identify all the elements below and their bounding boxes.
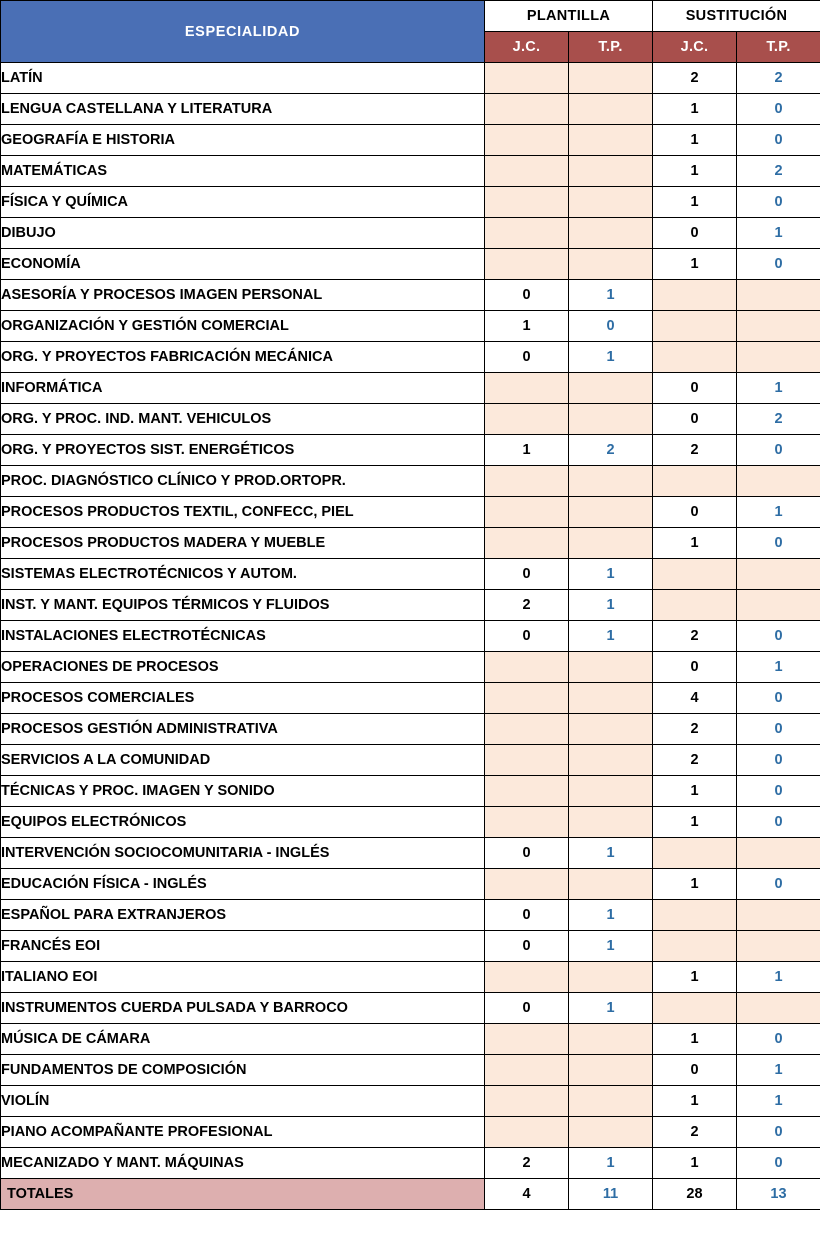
- cell-especialidad: MATEMÁTICAS: [1, 156, 485, 187]
- cell-plantilla-tp: [569, 1086, 653, 1117]
- cell-sustitucion-tp: 0: [737, 1148, 820, 1179]
- cell-plantilla-jc: 0: [485, 621, 569, 652]
- table-row: [1, 187, 820, 218]
- cell-plantilla-jc: [485, 683, 569, 714]
- cell-sustitucion-jc: 2: [653, 1117, 737, 1148]
- cell-sustitucion-jc: 1: [653, 125, 737, 156]
- cell-plantilla-tp: [569, 187, 653, 218]
- cell-sustitucion-tp: 1: [737, 962, 820, 993]
- cell-sustitucion-jc: 0: [653, 404, 737, 435]
- table-row: [1, 466, 820, 497]
- table-row: [1, 931, 820, 962]
- table-row: [1, 1024, 820, 1055]
- cell-especialidad: FUNDAMENTOS DE COMPOSICIÓN: [1, 1055, 485, 1086]
- table-row: [1, 497, 820, 528]
- cell-sustitucion-jc: 1: [653, 869, 737, 900]
- cell-especialidad: ORGANIZACIÓN Y GESTIÓN COMERCIAL: [1, 311, 485, 342]
- table-row: [1, 311, 820, 342]
- cell-especialidad: INSTRUMENTOS CUERDA PULSADA Y BARROCO: [1, 993, 485, 1024]
- cell-plantilla-jc: 2: [485, 1148, 569, 1179]
- cell-plantilla-tp: [569, 125, 653, 156]
- cell-plantilla-tp: [569, 1117, 653, 1148]
- table-row: [1, 590, 820, 621]
- totals-row: [1, 1179, 820, 1210]
- cell-sustitucion-tp: [737, 838, 820, 869]
- cell-especialidad: PROC. DIAGNÓSTICO CLÍNICO Y PROD.ORTOPR.: [1, 466, 485, 497]
- cell-plantilla-tp: 2: [569, 435, 653, 466]
- cell-sustitucion-jc: [653, 993, 737, 1024]
- totals-plantilla-tp: 11: [569, 1179, 653, 1210]
- cell-plantilla-tp: [569, 683, 653, 714]
- cell-sustitucion-tp: 1: [737, 1055, 820, 1086]
- cell-plantilla-jc: [485, 962, 569, 993]
- cell-sustitucion-tp: 0: [737, 187, 820, 218]
- cell-sustitucion-tp: 0: [737, 683, 820, 714]
- cell-plantilla-jc: [485, 652, 569, 683]
- cell-plantilla-tp: [569, 249, 653, 280]
- totals-plantilla-jc: 4: [485, 1179, 569, 1210]
- table-header: [1, 1, 820, 63]
- table-row: [1, 652, 820, 683]
- table-row: [1, 373, 820, 404]
- header-plantilla: PLANTILLA: [485, 1, 653, 32]
- header-sustitucion-tp: T.P.: [737, 32, 820, 63]
- cell-plantilla-tp: [569, 404, 653, 435]
- cell-plantilla-tp: [569, 1024, 653, 1055]
- cell-especialidad: VIOLÍN: [1, 1086, 485, 1117]
- cell-plantilla-tp: 1: [569, 931, 653, 962]
- cell-especialidad: EDUCACIÓN FÍSICA - INGLÉS: [1, 869, 485, 900]
- cell-sustitucion-tp: [737, 900, 820, 931]
- cell-sustitucion-tp: 0: [737, 621, 820, 652]
- table-row: [1, 1086, 820, 1117]
- cell-sustitucion-tp: [737, 311, 820, 342]
- table-row: [1, 342, 820, 373]
- table-row: [1, 435, 820, 466]
- table-row: [1, 962, 820, 993]
- cell-sustitucion-tp: 0: [737, 528, 820, 559]
- cell-especialidad: INFORMÁTICA: [1, 373, 485, 404]
- cell-plantilla-tp: [569, 776, 653, 807]
- cell-sustitucion-tp: 1: [737, 1086, 820, 1117]
- cell-sustitucion-jc: [653, 838, 737, 869]
- cell-plantilla-jc: 0: [485, 342, 569, 373]
- cell-sustitucion-jc: [653, 466, 737, 497]
- cell-plantilla-jc: [485, 1117, 569, 1148]
- cell-especialidad: FRANCÉS EOI: [1, 931, 485, 962]
- table-row: [1, 63, 820, 94]
- cell-sustitucion-tp: 0: [737, 94, 820, 125]
- cell-sustitucion-tp: [737, 993, 820, 1024]
- cell-plantilla-jc: [485, 745, 569, 776]
- cell-plantilla-tp: [569, 807, 653, 838]
- header-especialidad: ESPECIALIDAD: [1, 1, 485, 63]
- table-row: [1, 714, 820, 745]
- cell-especialidad: INTERVENCIÓN SOCIOCOMUNITARIA - INGLÉS: [1, 838, 485, 869]
- cell-plantilla-jc: 2: [485, 590, 569, 621]
- cell-sustitucion-tp: 1: [737, 218, 820, 249]
- table-row: [1, 1055, 820, 1086]
- cell-especialidad: MÚSICA DE CÁMARA: [1, 1024, 485, 1055]
- table-row: [1, 125, 820, 156]
- cell-plantilla-tp: [569, 962, 653, 993]
- cell-sustitucion-tp: 1: [737, 373, 820, 404]
- cell-plantilla-tp: [569, 63, 653, 94]
- table-row: [1, 280, 820, 311]
- table-row: [1, 559, 820, 590]
- cell-sustitucion-tp: 0: [737, 125, 820, 156]
- cell-sustitucion-jc: 0: [653, 652, 737, 683]
- cell-plantilla-tp: 1: [569, 1148, 653, 1179]
- cell-plantilla-jc: 0: [485, 900, 569, 931]
- cell-sustitucion-jc: 0: [653, 373, 737, 404]
- cell-especialidad: LATÍN: [1, 63, 485, 94]
- cell-sustitucion-jc: [653, 342, 737, 373]
- cell-plantilla-jc: 0: [485, 559, 569, 590]
- cell-plantilla-tp: 1: [569, 900, 653, 931]
- cell-plantilla-jc: [485, 156, 569, 187]
- table-row: [1, 900, 820, 931]
- cell-sustitucion-tp: 0: [737, 249, 820, 280]
- cell-plantilla-jc: [485, 373, 569, 404]
- cell-especialidad: SERVICIOS A LA COMUNIDAD: [1, 745, 485, 776]
- cell-sustitucion-jc: 1: [653, 94, 737, 125]
- cell-sustitucion-jc: 1: [653, 807, 737, 838]
- cell-especialidad: EQUIPOS ELECTRÓNICOS: [1, 807, 485, 838]
- cell-plantilla-jc: [485, 466, 569, 497]
- table-row: [1, 838, 820, 869]
- cell-especialidad: TÉCNICAS Y PROC. IMAGEN Y SONIDO: [1, 776, 485, 807]
- cell-sustitucion-tp: 0: [737, 869, 820, 900]
- cell-especialidad: PROCESOS COMERCIALES: [1, 683, 485, 714]
- cell-sustitucion-tp: 0: [737, 435, 820, 466]
- cell-sustitucion-jc: [653, 559, 737, 590]
- table-row: [1, 776, 820, 807]
- cell-especialidad: PROCESOS PRODUCTOS TEXTIL, CONFECC, PIEL: [1, 497, 485, 528]
- table-row: [1, 745, 820, 776]
- totals-sustitucion-jc: 28: [653, 1179, 737, 1210]
- cell-plantilla-tp: [569, 218, 653, 249]
- cell-sustitucion-jc: 2: [653, 63, 737, 94]
- cell-plantilla-jc: [485, 1055, 569, 1086]
- cell-sustitucion-tp: 0: [737, 807, 820, 838]
- cell-plantilla-jc: [485, 1086, 569, 1117]
- cell-especialidad: ITALIANO EOI: [1, 962, 485, 993]
- cell-sustitucion-jc: 4: [653, 683, 737, 714]
- header-sustitucion-jc: J.C.: [653, 32, 737, 63]
- cell-sustitucion-jc: 1: [653, 776, 737, 807]
- table-row: [1, 621, 820, 652]
- cell-sustitucion-jc: 1: [653, 1086, 737, 1117]
- cell-sustitucion-jc: [653, 931, 737, 962]
- cell-plantilla-jc: 1: [485, 435, 569, 466]
- table-row: [1, 218, 820, 249]
- cell-sustitucion-tp: 0: [737, 776, 820, 807]
- cell-sustitucion-jc: 1: [653, 187, 737, 218]
- cell-sustitucion-jc: 1: [653, 156, 737, 187]
- cell-plantilla-jc: [485, 249, 569, 280]
- cell-especialidad: OPERACIONES DE PROCESOS: [1, 652, 485, 683]
- cell-especialidad: ORG. Y PROYECTOS SIST. ENERGÉTICOS: [1, 435, 485, 466]
- cell-plantilla-jc: [485, 1024, 569, 1055]
- cell-plantilla-tp: [569, 1055, 653, 1086]
- cell-sustitucion-jc: 1: [653, 1024, 737, 1055]
- cell-plantilla-jc: 0: [485, 993, 569, 1024]
- cell-plantilla-tp: [569, 497, 653, 528]
- cell-especialidad: ORG. Y PROYECTOS FABRICACIÓN MECÁNICA: [1, 342, 485, 373]
- cell-sustitucion-jc: 1: [653, 249, 737, 280]
- cell-sustitucion-tp: 2: [737, 63, 820, 94]
- cell-sustitucion-jc: 1: [653, 528, 737, 559]
- cell-especialidad: SISTEMAS ELECTROTÉCNICOS Y AUTOM.: [1, 559, 485, 590]
- cell-sustitucion-jc: 1: [653, 962, 737, 993]
- table-row: [1, 869, 820, 900]
- cell-plantilla-jc: 0: [485, 838, 569, 869]
- cell-sustitucion-tp: 1: [737, 497, 820, 528]
- cell-plantilla-tp: [569, 373, 653, 404]
- cell-sustitucion-tp: 1: [737, 652, 820, 683]
- cell-especialidad: PROCESOS GESTIÓN ADMINISTRATIVA: [1, 714, 485, 745]
- totals-label: TOTALES: [1, 1179, 485, 1210]
- cell-especialidad: ORG. Y PROC. IND. MANT. VEHICULOS: [1, 404, 485, 435]
- cell-plantilla-jc: [485, 187, 569, 218]
- cell-sustitucion-jc: 2: [653, 745, 737, 776]
- cell-sustitucion-tp: [737, 590, 820, 621]
- cell-plantilla-jc: [485, 528, 569, 559]
- cell-sustitucion-tp: 0: [737, 745, 820, 776]
- cell-plantilla-jc: 0: [485, 280, 569, 311]
- cell-plantilla-tp: 1: [569, 621, 653, 652]
- cell-plantilla-tp: 1: [569, 838, 653, 869]
- cell-especialidad: PIANO ACOMPAÑANTE PROFESIONAL: [1, 1117, 485, 1148]
- cell-plantilla-jc: 0: [485, 931, 569, 962]
- table-row: [1, 1117, 820, 1148]
- cell-plantilla-tp: 1: [569, 280, 653, 311]
- header-sustitucion: SUSTITUCIÓN: [653, 1, 820, 32]
- cell-plantilla-jc: [485, 807, 569, 838]
- header-row-groups: [1, 1, 820, 32]
- cell-plantilla-jc: [485, 714, 569, 745]
- cell-plantilla-tp: 1: [569, 559, 653, 590]
- table-body: [1, 63, 820, 1179]
- cell-sustitucion-tp: 0: [737, 1024, 820, 1055]
- cell-plantilla-tp: [569, 869, 653, 900]
- cell-sustitucion-jc: [653, 900, 737, 931]
- cell-plantilla-jc: [485, 869, 569, 900]
- cell-sustitucion-tp: 2: [737, 404, 820, 435]
- cell-especialidad: INST. Y MANT. EQUIPOS TÉRMICOS Y FLUIDOS: [1, 590, 485, 621]
- cell-sustitucion-jc: 0: [653, 497, 737, 528]
- cell-plantilla-tp: [569, 466, 653, 497]
- cell-plantilla-tp: [569, 94, 653, 125]
- cell-especialidad: PROCESOS PRODUCTOS MADERA Y MUEBLE: [1, 528, 485, 559]
- cell-plantilla-tp: [569, 156, 653, 187]
- cell-especialidad: ASESORÍA Y PROCESOS IMAGEN PERSONAL: [1, 280, 485, 311]
- table-row: [1, 94, 820, 125]
- cell-plantilla-tp: [569, 652, 653, 683]
- table-row: [1, 807, 820, 838]
- cell-plantilla-jc: [485, 63, 569, 94]
- cell-plantilla-tp: [569, 714, 653, 745]
- cell-plantilla-tp: 1: [569, 342, 653, 373]
- cell-plantilla-tp: 1: [569, 993, 653, 1024]
- table-row: [1, 993, 820, 1024]
- header-plantilla-tp: T.P.: [569, 32, 653, 63]
- table-row: [1, 528, 820, 559]
- cell-sustitucion-tp: [737, 342, 820, 373]
- cell-sustitucion-tp: 0: [737, 714, 820, 745]
- cell-plantilla-jc: [485, 94, 569, 125]
- cell-plantilla-jc: [485, 125, 569, 156]
- cell-sustitucion-jc: [653, 311, 737, 342]
- cell-sustitucion-tp: [737, 280, 820, 311]
- cell-plantilla-jc: [485, 218, 569, 249]
- table-row: [1, 404, 820, 435]
- table-row: [1, 249, 820, 280]
- cell-especialidad: GEOGRAFÍA E HISTORIA: [1, 125, 485, 156]
- cell-sustitucion-jc: 0: [653, 218, 737, 249]
- cell-sustitucion-tp: [737, 931, 820, 962]
- cell-sustitucion-jc: [653, 590, 737, 621]
- table-row: [1, 683, 820, 714]
- cell-plantilla-jc: 1: [485, 311, 569, 342]
- cell-plantilla-tp: 1: [569, 590, 653, 621]
- cell-especialidad: FÍSICA Y QUÍMICA: [1, 187, 485, 218]
- totals-sustitucion-tp: 13: [737, 1179, 820, 1210]
- cell-especialidad: ESPAÑOL PARA EXTRANJEROS: [1, 900, 485, 931]
- cell-sustitucion-tp: [737, 466, 820, 497]
- cell-plantilla-jc: [485, 404, 569, 435]
- cell-especialidad: MECANIZADO Y MANT. MÁQUINAS: [1, 1148, 485, 1179]
- table-row: [1, 1148, 820, 1179]
- cell-sustitucion-tp: 2: [737, 156, 820, 187]
- cell-especialidad: LENGUA CASTELLANA Y LITERATURA: [1, 94, 485, 125]
- cell-sustitucion-jc: 0: [653, 1055, 737, 1086]
- cell-sustitucion-tp: 0: [737, 1117, 820, 1148]
- cell-sustitucion-jc: 2: [653, 714, 737, 745]
- cell-plantilla-tp: [569, 745, 653, 776]
- cell-sustitucion-jc: 1: [653, 1148, 737, 1179]
- cell-plantilla-jc: [485, 776, 569, 807]
- cell-plantilla-tp: 0: [569, 311, 653, 342]
- cell-especialidad: ECONOMÍA: [1, 249, 485, 280]
- table-row: [1, 156, 820, 187]
- table-footer: [1, 1179, 820, 1210]
- cell-sustitucion-jc: [653, 280, 737, 311]
- cell-sustitucion-tp: [737, 559, 820, 590]
- cell-sustitucion-jc: 2: [653, 621, 737, 652]
- cell-especialidad: INSTALACIONES ELECTROTÉCNICAS: [1, 621, 485, 652]
- header-plantilla-jc: J.C.: [485, 32, 569, 63]
- cell-plantilla-tp: [569, 528, 653, 559]
- cell-especialidad: DIBUJO: [1, 218, 485, 249]
- cell-plantilla-jc: [485, 497, 569, 528]
- cell-sustitucion-jc: 2: [653, 435, 737, 466]
